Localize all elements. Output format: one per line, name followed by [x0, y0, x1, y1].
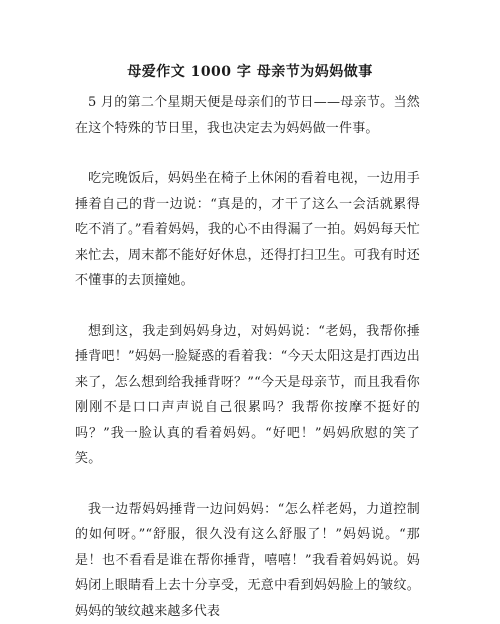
paragraph: 我一边帮妈妈捶背一边问妈妈：“怎么样老妈，力道控制的如何呀。”“舒服，很久没有这么舒服了！”妈妈说。“那是！也不看看是谁在帮你捶背，嘻嘻！”我看着妈妈说。妈妈闭上眼睛看上去十分享受，无意中看到妈妈脸上的皱纹。妈妈的皱纹越来越多代表	[75, 497, 420, 624]
paragraph: 吃完晚饭后，妈妈坐在椅子上休闲的看着电视，一边用手捶着自己的背一边说：“真是的，才干了这么一会活就累得吃不消了。”看着妈妈，我的心不由得漏了一拍。妈妈每天忙来忙去，周末都不能好好休息，还得打扫卫生。可我有时还不懂事的去顶撞她。	[75, 166, 420, 294]
paragraph: 5 月的第二个星期天便是母亲们的节日——母亲节。当然在这个特殊的节日里，我也决定去为妈妈做一件事。	[75, 90, 420, 141]
document-title: 母爱作文 1000 字 母亲节为妈妈做事	[0, 62, 500, 82]
paragraph: 想到这，我走到妈妈身边，对妈妈说：“老妈，我帮你捶捶背吧！”妈妈一脸疑惑的看着我：“今天太阳这是打西边出来了，怎么想到给我捶背呀？”“今天是母亲节，而且我看你刚刚不是口口声声说自己很累吗？我帮你按摩不挺好的吗？”我一脸认真的看着妈妈。“好吧！”妈妈欣慰的笑了笑。	[75, 319, 420, 472]
document-body	[75, 90, 420, 624]
